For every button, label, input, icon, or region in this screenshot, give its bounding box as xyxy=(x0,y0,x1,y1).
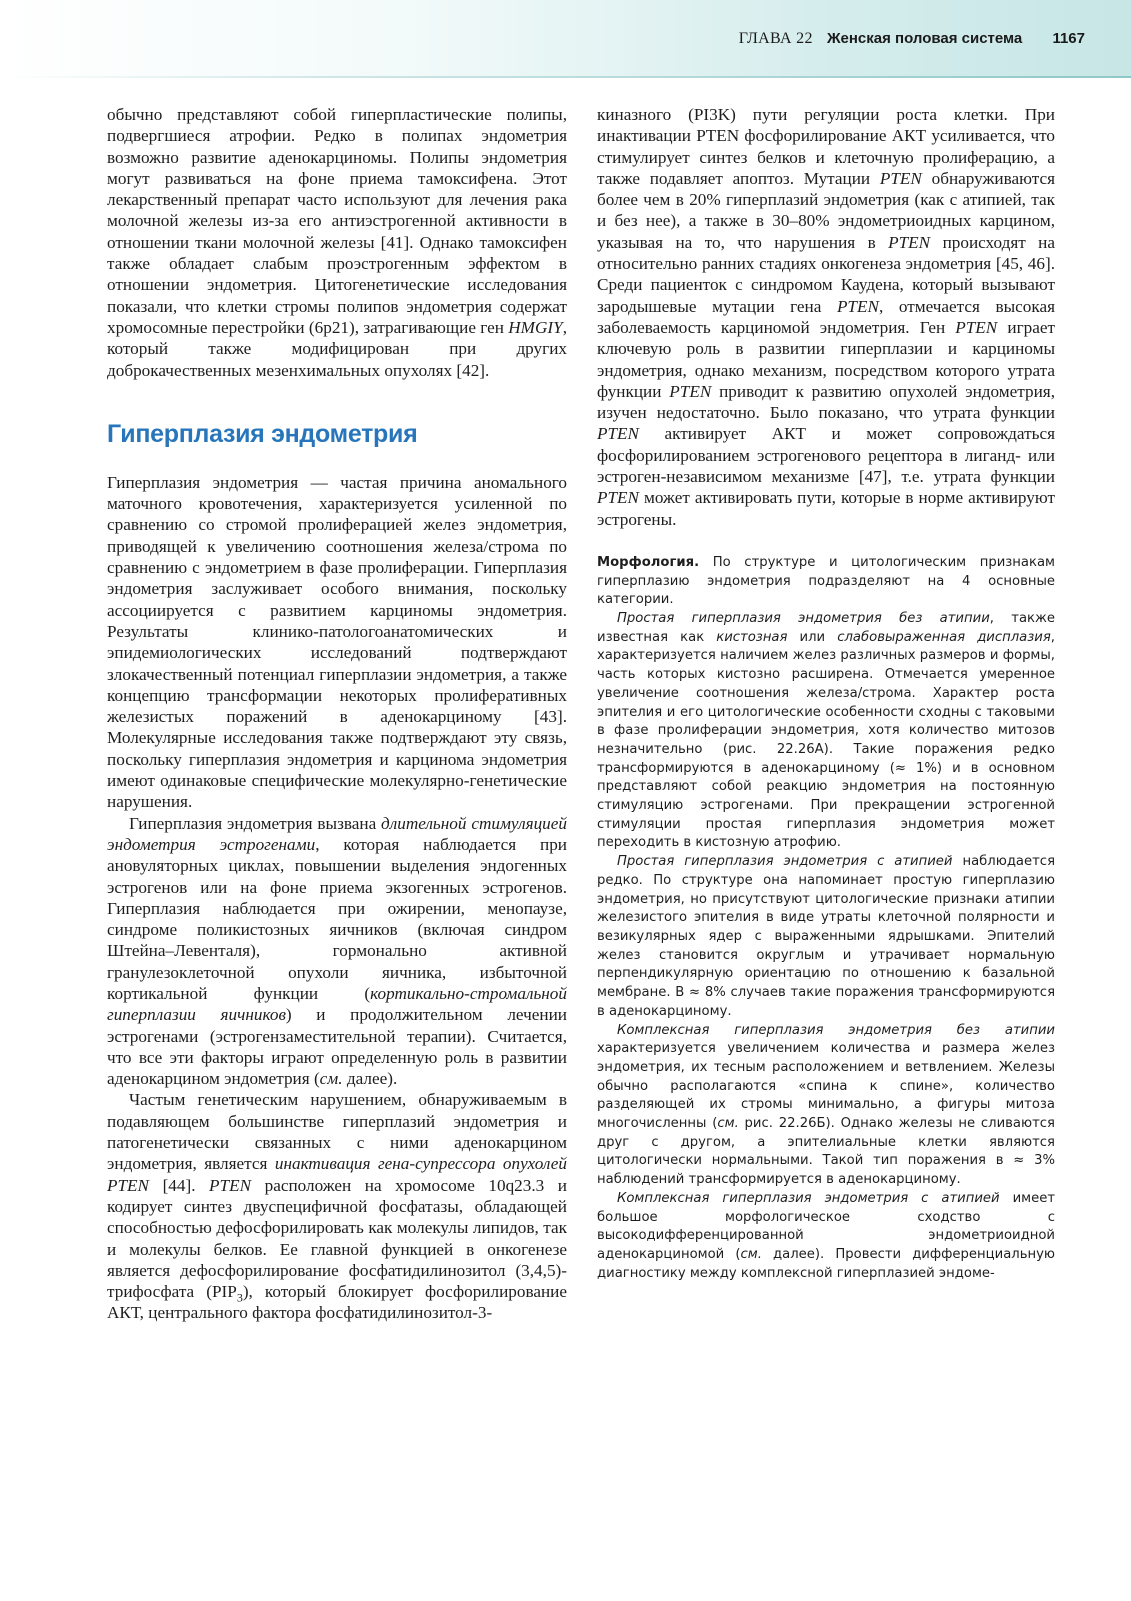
emphasis: кортикально-стромальной гиперплазии яичников xyxy=(107,983,567,1025)
emphasis: инактивация гена-супрессора опухолей PTEN xyxy=(107,1154,568,1195)
gene-name: PTEN xyxy=(879,168,922,188)
text-run: рис. 22.26Б). Однако железы не сливаются друг с другом, а эпителиальные клетки являются цитологически нормальными. Такой тип поражения в ≈ 3% наблюдений трансформируется в аденокарциному. xyxy=(597,1116,1055,1188)
page-number: 1167 xyxy=(1052,30,1085,47)
paragraph-pten xyxy=(107,1089,567,1323)
text-run: происходят на относительно ранних стадиях онкогенеза эндометрия [45, 46]. Среди пациенток с синдромом Каудена, который вызывают зародышевые мутации гена xyxy=(597,232,1055,316)
gene-name: PTEN xyxy=(597,424,640,444)
morphology-intro xyxy=(597,554,1055,610)
text-run: , который также модифицирован при других доброкачественных мезенхимальных опухолях [42]. xyxy=(107,317,567,380)
right-column xyxy=(597,104,1055,1283)
text-run: , характеризуется наличием желез различных размеров и формы, часть которых кистозно расширена. Отмечается умеренное увеличение соотношения железа/строма. Характер роста эпителия и его цитологические особенности сходны с таковыми в фазе пролиферации эндометрия, хотя количество митозов незначительно (рис. 22.26А). Такие поражения редко трансформируются в аденокарциному (≈ 1%) и в основном представляют собой реакцию эндометрия на постоянную стимуляцию эстрогенами. При прекращении эстрогенной стимуляции простая гиперплазия эндометрия может переходить в кистозную атрофию. xyxy=(597,629,1055,851)
gene-name: HMGIY xyxy=(508,317,563,337)
text-run: далее). xyxy=(342,1069,398,1089)
intro-paragraph xyxy=(107,104,567,381)
see-reference: см. xyxy=(319,1069,343,1089)
emphasis: длительной стимуляцией эндометрия эстрогенами xyxy=(107,813,567,854)
morphology-label: Морфология. xyxy=(597,554,700,570)
gene-name: PTEN xyxy=(669,381,712,401)
text-run: , отмечается высокая заболеваемость карциномой эндометрия. Ген xyxy=(597,296,1056,337)
emphasis: кистозная xyxy=(716,629,788,645)
text-run: наблюдается редко. По структуре она напоминает простую гиперплазию эндометрия, но присутствуют цитологические признаки атипии железистого эпителия в виде утраты клеточной полярности и везикулярных ядер с выраженными ядрышками. Эпителий желез становится округлым и утрачивает нормальную перпендикулярную ориентацию по отношению к базальной мембране. В ≈ 8% случаев такие поражения трансформируются в аденокарциному. xyxy=(597,854,1055,1019)
text-run: Гиперплазия эндометрия вызвана xyxy=(129,813,382,833)
text-run: характеризуется увеличением количества и размера желез эндометрия, их тесным расположением и ветвлением. Железы обычно располагаются «спина к спине», количество разделяющей их стромы минимально, а фигуры митоза многочисленны ( xyxy=(597,1041,1055,1132)
text-run: ) и продолжительном лечении эстрогенами (эстрогензаместительной терапии). Считается, что все эти факторы играют определенную роль в развитии аденокарцином эндометрия ( xyxy=(107,1005,567,1089)
paragraph-estrogen-stimulation xyxy=(107,813,567,1090)
emphasis: слабовыраженная дисплазия xyxy=(837,629,1051,645)
text-run: или xyxy=(787,629,838,645)
paragraph-hyperplasia-definition: Гиперплазия эндометрия — частая причина аномального маточного кровотечения, характеризуется усиленной по сравнению со стромой пролиферацией желез эндометрия, приводящей к увеличению соотношения железа/строма по сравнению с эндометрием в фазе пролиферации. Гиперплазия эндометрия заслуживает особого внимания, поскольку ассоциируется с развитием карциномы эндометрия. Результаты клинико-патологоанатомических и эпидемиологических исследований подтверждают злокачественный потенциал гиперплазии эндометрия, а также концепцию трансформации некоторых пролиферативных железистых поражений в аденокарциному [43]. Молекулярные исследования также подтверждают эту связь, поскольку гиперплазия эндометрия и карцинома эндометрия имеют одинаковые специфические молекулярно-генетические нарушения. xyxy=(107,472,567,812)
text-run: играет ключевую роль в развитии гиперплазии и карциномы эндометрия, однако механизм, посредством которого утрата функции xyxy=(597,317,1055,401)
section-heading: Гиперплазия эндометрия xyxy=(107,419,418,448)
morphology-simple-with-atypia xyxy=(597,853,1055,1021)
header-rule xyxy=(0,76,1131,78)
gene-name: PTEN xyxy=(955,317,998,337)
morphology-block xyxy=(597,554,1055,1283)
see-reference: см. xyxy=(717,1116,739,1132)
emphasis: Простая гиперплазия эндометрия с атипией xyxy=(617,854,953,870)
text-run: , которая наблюдается при ановуляторных циклах, повышении выделения эндогенных эстрогенов или на фоне приема экзогенных эстрогенов. Гиперплазия наблюдается при ожирении, менопаузе, синдроме поликистозных яичников (включая синдром Штейна–Левенталя), гормонально активной гранулезоклеточной опухоли яичника, избыточной кортикальной функции ( xyxy=(107,834,567,1003)
morphology-complex-without-atypia xyxy=(597,1022,1055,1190)
text-run: далее). Провести дифференциальную диагностику между комплексной гиперплазией эндоме- xyxy=(597,1246,1056,1281)
gene-name: PTEN xyxy=(836,296,879,316)
emphasis: Комплексная гиперплазия эндометрия без атипии xyxy=(617,1022,1055,1038)
left-column xyxy=(107,104,567,1324)
chapter-label: ГЛАВА 22 xyxy=(738,30,813,47)
emphasis: Комплексная гиперплазия эндометрия с атипией xyxy=(617,1190,1000,1206)
running-head xyxy=(739,30,1085,48)
text-run: активирует АКТ и может сопровождаться фосфорилированием эстрогенового рецептора в лиганд- или эстроген-независимом механизме [47], т.е. утрата функции xyxy=(597,424,1055,487)
gene-name: PTEN xyxy=(209,1175,252,1195)
text-run: ), который блокирует фосфорилирование АКТ, центрального фактора фосфатидилинозитол-3- xyxy=(107,1282,568,1323)
gene-name: PTEN xyxy=(597,488,640,508)
morphology-complex-with-atypia xyxy=(597,1190,1055,1284)
morphology-simple-without-atypia xyxy=(597,610,1055,853)
chapter-title: Женская половая система xyxy=(826,30,1023,47)
text-run: обнаруживаются более чем в 20% гиперплазий эндометрия (как с атипией, так и без нее), а также в 30–80% эндометриоидных карцином, указывая на то, что нарушения в xyxy=(597,168,1056,252)
text-run: По структуре и цитологическим признакам гиперплазию эндометрия подразделяют на 4 основные категории. xyxy=(597,554,1055,608)
emphasis: Простая гиперплазия эндометрия без атипии xyxy=(617,611,990,627)
subscript: 3 xyxy=(236,1290,243,1305)
text-run: киназного (PI3K) пути регуляции роста клетки. При инактивации PTEN фосфорилирование АКТ усиливается, что стимулирует синтез белков и клеточную пролиферацию, а также подавляет апоптоз. Мутации xyxy=(597,105,1055,188)
text-run: имеет большое морфологическое сходство с высокодифференцированной эндометриоидной аденокарциномой ( xyxy=(597,1190,1055,1262)
gene-name: PTEN xyxy=(888,232,931,252)
paragraph-pi3k xyxy=(597,104,1055,530)
text-run: расположен на хромосоме 10q23.3 и кодирует синтез двуспецифичной фосфатазы, обладающей способностью дефосфорилировать как молекулы липидов, так и молекулы белков. Ее главной функцией в онкогенезе является дефосфорилирование фосфатидилинозитол (3,4,5)-трифосфата (PIP xyxy=(107,1175,567,1302)
text-run: , также известная как xyxy=(597,611,1055,645)
text-run: обычно представляют собой гиперпластические полипы, подвергшиеся атрофии. Редко в полипах эндометрия возможно развитие аденокарциномы. Полипы эндометрия могут развиваться на фоне приема тамоксифена. Этот лекарственный препарат часто используют для лечения рака молочной железы из-за его антиэстрогенной активности в отношении ткани молочной железы [41]. Однако тамоксифен также обладает слабым проэстрогенным эффектом в отношении эндометрия. Цитогенетические исследования показали, что клетки стромы полипов эндометрия содержат хромосомные перестройки (6р21), затрагивающие ген xyxy=(107,105,567,337)
text-run: Частым генетическим нарушением, обнаруживаемым в подавляющем большинстве гиперплазий эндометрия и патогенетически связанных с ними аденокарцином эндометрия, является xyxy=(107,1090,567,1174)
text-run: может активировать пути, которые в норме активируют эстрогены. xyxy=(597,488,1055,529)
text-run: [44]. xyxy=(149,1175,210,1195)
text-run: приводит к развитию опухолей эндометрия, изучен недостаточно. Было показано, что утрата функции xyxy=(597,381,1055,423)
see-reference: см. xyxy=(740,1246,762,1262)
